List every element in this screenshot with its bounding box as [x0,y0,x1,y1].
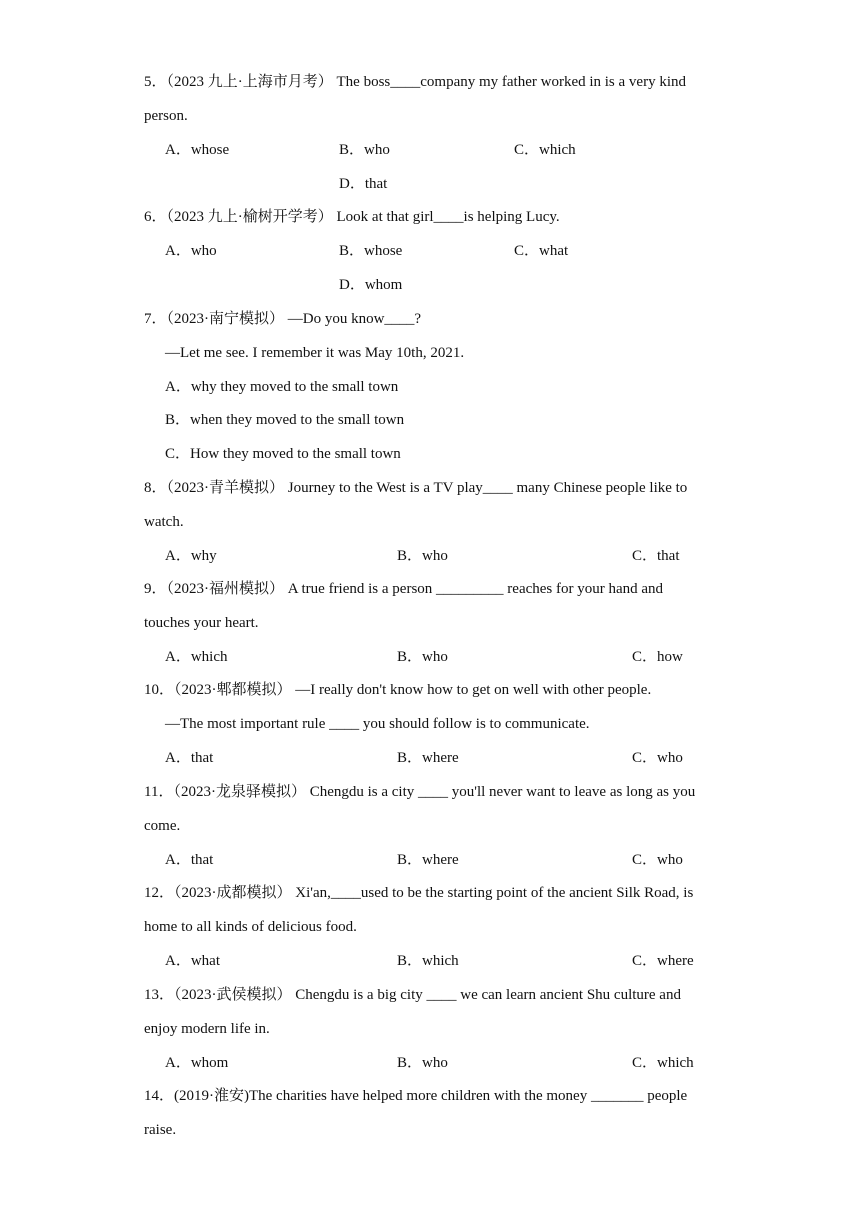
question-10-stem: 10．（2023·郫都模拟） —I really don't know how to get on well with other people. [144,682,652,698]
question-11-option-a: A．that [165,852,214,868]
question-9-option-c: C．how [632,649,683,665]
question-8-option-b: B．who [397,548,448,564]
question-14-stem: 14．(2019·淮安)The charities have helped more children with the money _______ people [144,1088,688,1104]
question-5-stem-cont: person. [144,108,188,124]
question-5-option-c: C．which [514,142,576,158]
question-13-stem-cont: enjoy modern life in. [144,1021,270,1037]
question-9-option-b: B．who [397,649,448,665]
question-6-option-b: B．whose [339,243,403,259]
question-5-option-b: B．who [339,142,390,158]
question-6-option-c: C．what [514,243,569,259]
question-7-option-c: C．How they moved to the small town [165,446,401,462]
question-10-option-b: B．where [397,750,459,766]
question-9-stem-cont: touches your heart. [144,615,259,631]
question-11-option-b: B．where [397,852,459,868]
question-7-option-a: A．why they moved to the small town [165,379,399,395]
question-12-option-c: C．where [632,953,694,969]
question-11-stem: 11．（2023·龙泉驿模拟） Chengdu is a city ____ you'll never want to leave as long as you [144,784,696,800]
question-8-stem: 8．（2023·青羊模拟） Journey to the West is a TV play____ many Chinese people like to [144,480,688,496]
question-8-option-c: C．that [632,548,680,564]
question-12-option-a: A．what [165,953,220,969]
question-7-stem: 7．（2023·南宁模拟） —Do you know____? [144,311,422,327]
question-13-option-a: A．whom [165,1055,229,1071]
question-13-option-b: B．who [397,1055,448,1071]
question-14-stem-cont: raise. [144,1122,177,1138]
question-13-stem: 13．（2023·武侯模拟） Chengdu is a big city ____ we can learn ancient Shu culture and [144,987,681,1003]
question-9-option-a: A．which [165,649,228,665]
question-7-dialogue: —Let me see. I remember it was May 10th, 2021. [165,345,465,361]
question-13-option-c: C．which [632,1055,694,1071]
question-11-stem-cont: come. [144,818,181,834]
question-5-stem: 5．（2023 九上·上海市月考） The boss____company my father worked in is a very kind [144,74,687,90]
question-8-option-a: A．why [165,548,217,564]
question-10-option-c: C．who [632,750,683,766]
question-12-stem-cont: home to all kinds of delicious food. [144,919,357,935]
question-6-stem: 6．（2023 九上·榆树开学考） Look at that girl____is helping Lucy. [144,209,560,225]
question-10-option-a: A．that [165,750,214,766]
question-5-option-a: A．whose [165,142,230,158]
question-7-option-b: B．when they moved to the small town [165,412,405,428]
question-12-stem: 12．（2023·成都模拟） Xi'an,____used to be the starting point of the ancient Silk Road, is [144,885,694,901]
question-6-option-d: D．whom [339,277,403,293]
question-9-stem: 9．（2023·福州模拟） A true friend is a person _________ reaches for your hand and [144,581,664,597]
question-10-dialogue: —The most important rule ____ you should follow is to communicate. [165,716,590,732]
question-11-option-c: C．who [632,852,683,868]
question-12-option-b: B．which [397,953,459,969]
question-8-stem-cont: watch. [144,514,184,530]
question-6-option-a: A．who [165,243,217,259]
question-5-option-d: D．that [339,176,388,192]
